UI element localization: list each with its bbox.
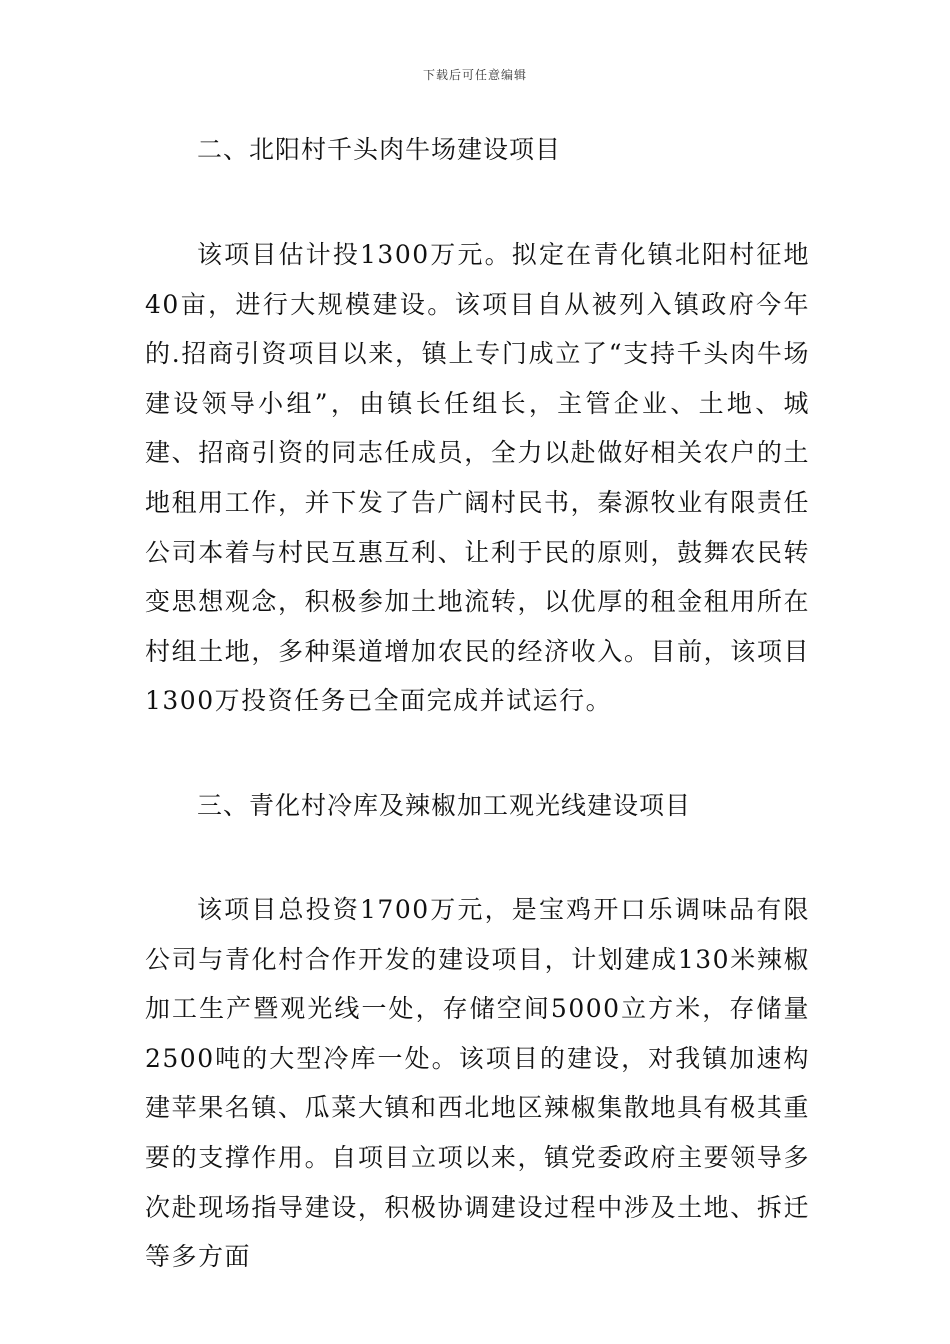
spacer [145, 824, 810, 885]
section-heading-3: 三、青化村冷库及辣椒加工观光线建设项目 [197, 790, 692, 820]
section-paragraph-3: 该项目总投资1700万元，是宝鸡开口乐调味品有限公司与青化村合作开发的建设项目，计划建成130米辣椒加工生产暨观光线一处，存储空间5000立方米，存储量2500吨的大型冷库一处。该项目的建设，对我镇加速构建苹果名镇、瓜菜大镇和西北地区辣椒集散地具有极其重要的支撑作用。自项目立项以来，镇党委政府主要领导多次赴现场指导建设，积极协调建设过程中涉及土地、拆迁等多方面 [145, 894, 810, 1272]
spacer [145, 726, 810, 788]
spacer [145, 168, 810, 230]
section-heading-2: 二、北阳村千头肉牛场建设项目 [197, 135, 562, 164]
section-paragraph-2: 该项目估计投1300万元。拟定在青化镇北阳村征地40亩，进行大规模建设。该项目自从被列入镇政府今年的.招商引资项目以来，镇上专门成立了“支持千头肉牛场建设领导小组”，由镇长任组长，主管企业、土地、城建、招商引资的同志任成员，全力以赴做好相关农户的土地租用工作，并下发了告广阔村民书，秦源牧业有限责任公司本着与村民互惠互利、让利于民的原则，鼓舞农民转变思想观念，积极参加土地流转，以优厚的租金租用所在村组土地，多种渠道增加农民的经济收入。目前，该项目1300万投资任务已全面完成并试运行。 [145, 240, 810, 716]
header-note: 下载后可任意编辑 [422, 68, 527, 82]
document-body [145, 132, 810, 1282]
